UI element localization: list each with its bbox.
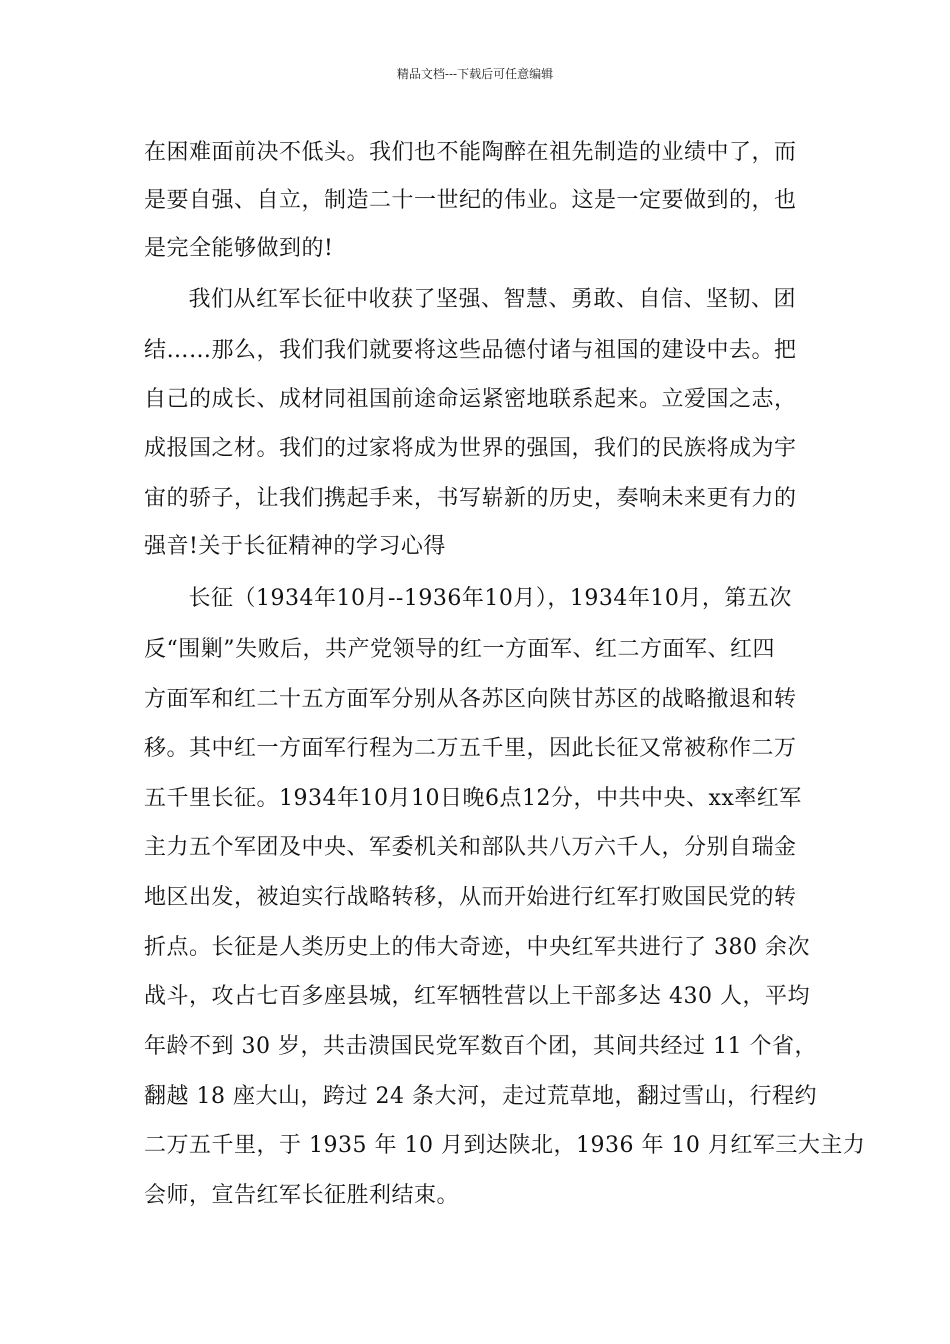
paragraph-2-line-1: 我们从红军长征中收获了坚强、智慧、勇敢、自信、坚韧、团 (166, 287, 797, 312)
paragraph-3-line-1: 长征（1934年10月--1936年10月），1934年10月，第五次 (166, 586, 792, 611)
paragraph-1-line-1: 在困难面前决不低头。我们也不能陶醉在祖先制造的业绩中了，而 (144, 140, 797, 165)
paragraph-1-line-2: 是要自强、自立，制造二十一世纪的伟业。这是一定要做到的，也 (144, 188, 797, 213)
paragraph-2-line-3: 自己的成长、成材同祖国前途命运紧密地联系起来。立爱国之志， (144, 387, 797, 412)
paragraph-3-line-2: 反“围剿”失败后，共产党领导的红一方面军、红二方面军、红四 (144, 637, 775, 662)
paragraph-2-line-4: 成报国之材。我们的过家将成为世界的强国，我们的民族将成为宇 (144, 436, 797, 461)
page-header: 精品文档---下载后可任意编辑 (396, 67, 554, 81)
paragraph-3-line-6: 主力五个军团及中央、军委机关和部队共八万六千人，分别自瑞金 (144, 835, 797, 860)
paragraph-3-line-7: 地区出发，被迫实行战略转移，从而开始进行红军打败国民党的转 (144, 885, 797, 910)
paragraph-3-line-13: 会师，宣告红军长征胜利结束。 (144, 1183, 460, 1208)
paragraph-3-line-3: 方面军和红二十五方面军分别从各苏区向陕甘苏区的战略撤退和转 (144, 687, 797, 712)
paragraph-3-line-10: 年龄不到 30 岁，共击溃国民党军数百个团，其间共经过 11 个省， (144, 1034, 817, 1059)
paragraph-2-line-6: 强音!关于长征精神的学习心得 (144, 534, 446, 559)
paragraph-3-line-5: 五千里长征。1934年10月10日晚6点12分，中共中央、xx率红军 (144, 786, 802, 811)
paragraph-3-line-4: 移。其中红一方面军行程为二万五千里，因此长征又常被称作二万 (144, 736, 797, 761)
paragraph-3-line-11: 翻越 18 座大山，跨过 24 条大河，走过荒草地，翻过雪山，行程约 (144, 1084, 817, 1109)
paragraph-2-line-2: 结……那么，我们我们就要将这些品德付诸与祖国的建设中去。把 (144, 338, 797, 363)
paragraph-3-line-12: 二万五千里，于 1935 年 10 月到达陕北，1936 年 10 月红军三大主力 (144, 1133, 866, 1158)
paragraph-3-line-8: 折点。长征是人类历史上的伟大奇迹，中央红军共进行了 380 余次 (144, 935, 810, 960)
paragraph-2-line-5: 宙的骄子，让我们携起手来，书写崭新的历史，奏响未来更有力的 (144, 486, 797, 511)
paragraph-1-line-3: 是完全能够做到的! (144, 236, 334, 261)
paragraph-3-line-9: 战斗，攻占七百多座县城，红军牺牲营以上干部多达 430 人，平均 (144, 984, 810, 1009)
